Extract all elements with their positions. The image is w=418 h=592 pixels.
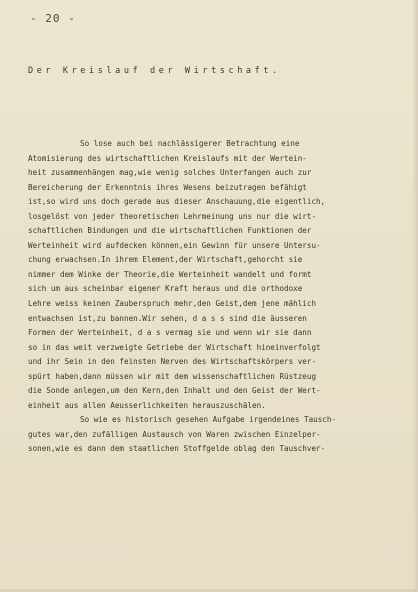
text-line: die Sonde anlegen,um den Kern,den Inhalt und den Geist der Wert- <box>28 386 321 396</box>
page-number: - 20 - <box>30 12 76 25</box>
text-line: Atomisierung des wirtschaftlichen Kreislaufs mit der Wertein- <box>28 153 307 163</box>
text-line: sich um aus scheinbar eigener Kraft heraus und die orthodoxe <box>28 284 303 294</box>
text-line: Lehre weiss keinen Zauberspruch mehr,den Geist,dem jene mählich <box>28 299 317 309</box>
text-line: Werteinheit wird aufdecken können,ein Gewinn für unsere Untersu- <box>28 240 321 250</box>
text-line: und ihr Sein in den feinsten Nerven des Wirtschaftskörpers ver- <box>28 357 317 367</box>
text-line: nimmer dem Winke der Theorie,die Werteinheit wandelt und formt <box>28 269 312 279</box>
text-line: heit zusammenhängen mag,wie wenig solches Unterfangen auch zur <box>28 168 312 178</box>
text-line: Formen der Werteinheit, d a s vermag sie und wenn wir sie dann <box>28 328 312 338</box>
text-line: schaftlichen Bindungen und die wirtschaftlichen Funktionen der <box>28 226 312 236</box>
page-edge-shadow <box>413 0 418 592</box>
text-line: entwachsen ist,zu bannen.Wir sehen, d a s s sind die äusseren <box>28 313 307 323</box>
text-line: gutes war,den zufälligen Austausch von Waren zwischen Einzelper- <box>28 429 321 439</box>
body-text <box>28 137 404 457</box>
text-line: so in das weit verzweigte Getriebe der Wirtschaft hineinverfolgt <box>28 342 321 352</box>
text-line: spürt haben,dann müssen wir mit dem wissenschaftlichen Rüstzeug <box>28 371 317 381</box>
text-line: sonen,wie es dann dem staatlichen Stoffgelde oblag den Tauschver- <box>28 444 326 454</box>
text-line: losgelöst von jeder theoretischen Lehrmeinung uns nur die wirt- <box>28 211 317 221</box>
text-line: einheit aus allen Aeusserlichkeiten herauszuschälen. <box>28 400 266 410</box>
text-line: So wie es historisch gesehen Aufgabe irgendeines Tausch- <box>80 415 337 425</box>
text-line: chung erwachsen.In ihrem Element,der Wirtschaft,gehorcht sie <box>28 255 303 265</box>
section-heading: Der Kreislauf der Wirtschaft. <box>28 66 281 76</box>
text-line: Bereicherung der Erkenntnis ihres Wesens beizutragen befähigt <box>28 182 307 192</box>
text-line: ist,so wird uns doch gerade aus dieser Anschauung,die eigentlich, <box>28 197 326 207</box>
text-line: So lose auch bei nachlässigerer Betrachtung eine <box>80 139 300 148</box>
